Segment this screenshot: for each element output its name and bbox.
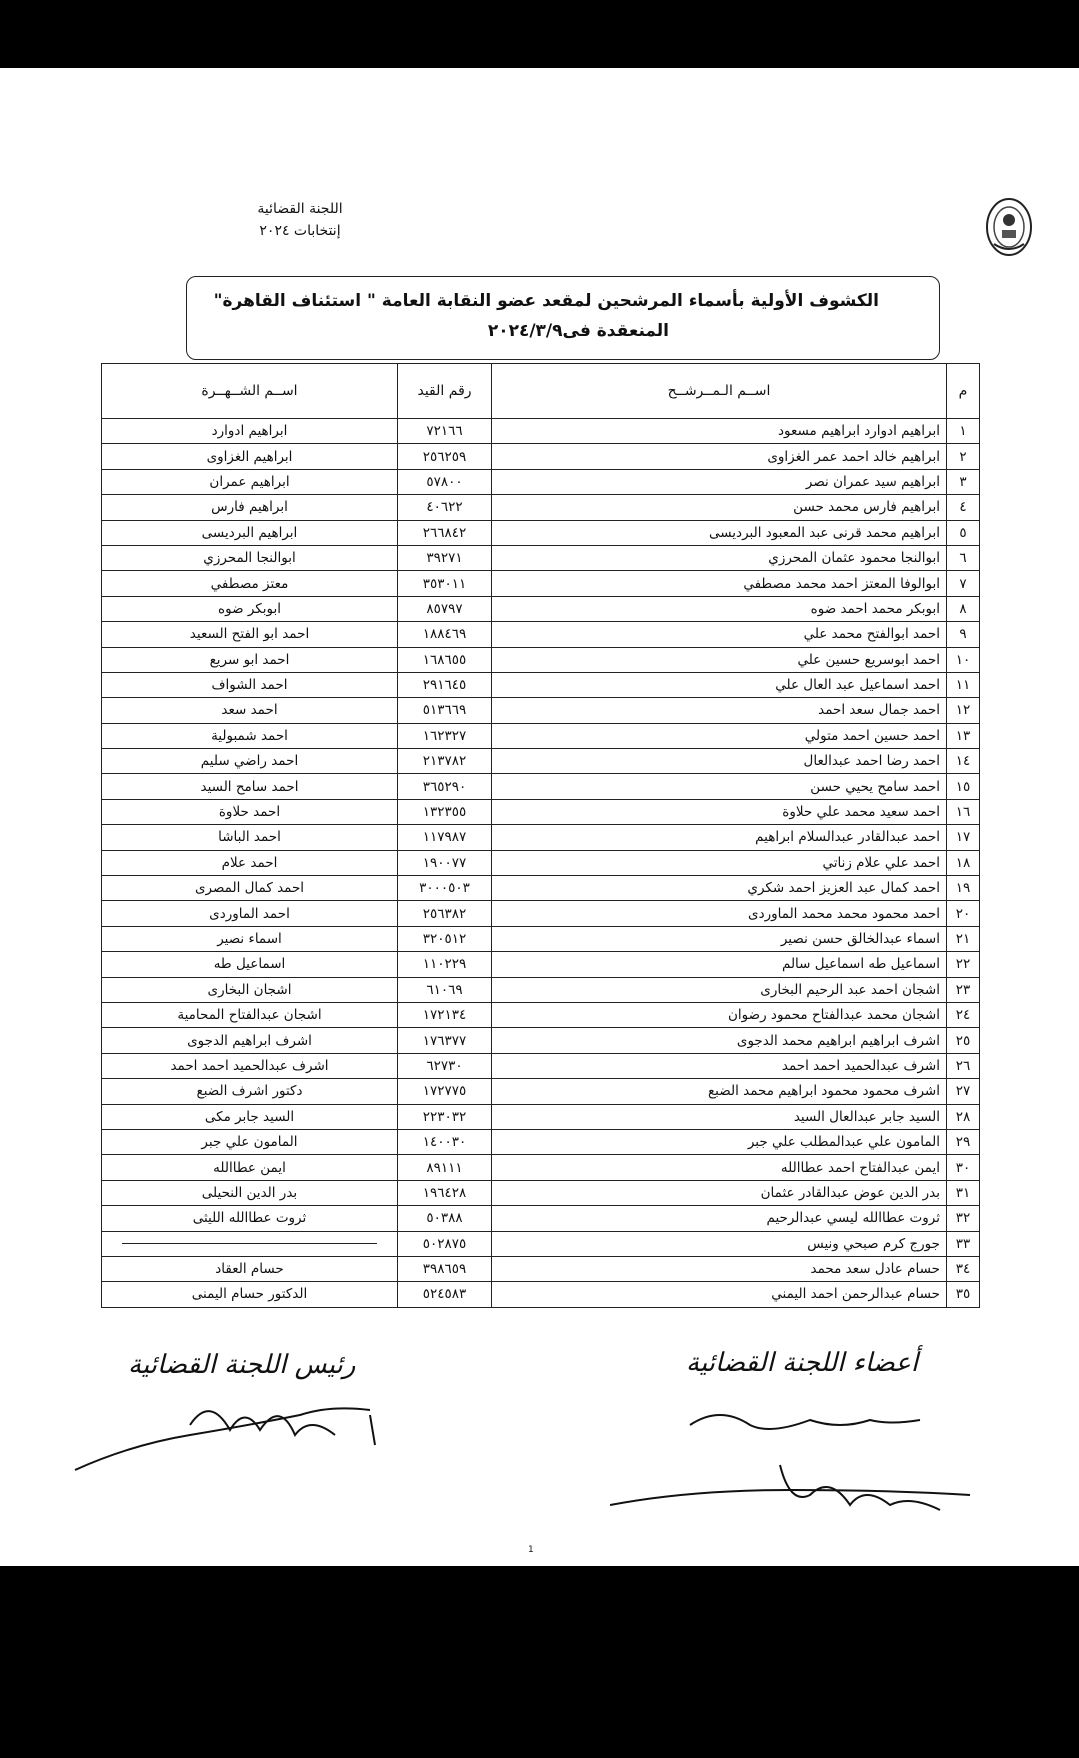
known-name: احمد ابو الفتح السعيد <box>102 622 398 647</box>
candidate-name: اشرف محمود محمود ابراهيم محمد الضبع <box>492 1079 947 1104</box>
candidate-name: احمد جمال سعد احمد <box>492 698 947 723</box>
row-number: ١١ <box>947 672 980 697</box>
chairman-signature-title: رئيس اللجنة القضائية <box>128 1350 356 1380</box>
row-number: ٨ <box>947 596 980 621</box>
known-name: احمد شمبولية <box>102 723 398 748</box>
column-header-fame: اســم الشــهــرة <box>102 364 398 419</box>
candidate-name: اشرف ابراهيم ابراهيم محمد الدجوى <box>492 1028 947 1053</box>
row-number: ١٥ <box>947 774 980 799</box>
table-row <box>102 1282 980 1307</box>
known-name: دكتور اشرف الضبع <box>102 1079 398 1104</box>
row-number: ٦ <box>947 545 980 570</box>
known-name: احمد الباشا <box>102 825 398 850</box>
table-row <box>102 545 980 570</box>
known-name: ابراهيم عمران <box>102 469 398 494</box>
table-row <box>102 419 980 444</box>
table-row <box>102 749 980 774</box>
row-number: ٢٦ <box>947 1053 980 1078</box>
registration-number: ٤٠٦٢٢ <box>398 495 492 520</box>
candidate-name: ابوبكر محمد احمد ضوه <box>492 596 947 621</box>
known-name: ايمن عطاالله <box>102 1155 398 1180</box>
table-row <box>102 672 980 697</box>
row-number: ٢٢ <box>947 952 980 977</box>
bottom-black-bar <box>0 1566 1079 1758</box>
registration-number: ٢١٣٧٨٢ <box>398 749 492 774</box>
candidate-name: احمد ابوسريع حسين علي <box>492 647 947 672</box>
registration-number: ١٤٠٠٣٠ <box>398 1129 492 1154</box>
table-row <box>102 723 980 748</box>
registration-number: ١٩٠٠٧٧ <box>398 850 492 875</box>
candidate-name: احمد عبدالقادر عبدالسلام ابراهيم <box>492 825 947 850</box>
registration-number: ٥٠٢٨٧٥ <box>398 1231 492 1256</box>
row-number: ٣٣ <box>947 1231 980 1256</box>
column-header-reg: رقم القيد <box>398 364 492 419</box>
candidate-name: اشرف عبدالحميد احمد احمد <box>492 1053 947 1078</box>
candidate-name: السيد جابر عبدالعال السيد <box>492 1104 947 1129</box>
known-name: ابراهيم فارس <box>102 495 398 520</box>
registration-number: ٥١٣٦٦٩ <box>398 698 492 723</box>
column-header-name: اســم الـمــرشــح <box>492 364 947 419</box>
document-title: الكشوف الأولية بأسماء المرشحين لمقعد عضو النقابة العامة " استئناف القاهرة" <box>213 291 879 311</box>
known-name: بدر الدين النحيلى <box>102 1180 398 1205</box>
known-name: اشرف عبدالحميد احمد احمد <box>102 1053 398 1078</box>
table-header-row <box>102 364 980 419</box>
row-number: ٣١ <box>947 1180 980 1205</box>
table-row <box>102 1180 980 1205</box>
table-row <box>102 571 980 596</box>
table-row <box>102 952 980 977</box>
candidate-name: اشجان احمد عبد الرحيم البخارى <box>492 977 947 1002</box>
row-number: ٣٠ <box>947 1155 980 1180</box>
known-name: اشجان البخارى <box>102 977 398 1002</box>
registration-number: ٥٧٨٠٠ <box>398 469 492 494</box>
known-name: الدكتور حسام اليمنى <box>102 1282 398 1307</box>
table-row <box>102 799 980 824</box>
candidate-name: احمد سعيد محمد علي حلاوة <box>492 799 947 824</box>
row-number: ١٩ <box>947 876 980 901</box>
candidate-name: احمد ابوالفتح محمد علي <box>492 622 947 647</box>
known-name: احمد الشواف <box>102 672 398 697</box>
table-row <box>102 520 980 545</box>
candidate-name: احمد اسماعيل عبد العال علي <box>492 672 947 697</box>
registration-number: ٢٦٦٨٤٢ <box>398 520 492 545</box>
row-number: ٢١ <box>947 926 980 951</box>
known-name: ثروت عطاالله الليثى <box>102 1206 398 1231</box>
candidate-name: احمد محمود محمد محمد الماوردى <box>492 901 947 926</box>
candidate-name: ابوالوفا المعتز احمد محمد مصطفي <box>492 571 947 596</box>
row-number: ١٢ <box>947 698 980 723</box>
candidate-name: المامون علي عبدالمطلب علي جبر <box>492 1129 947 1154</box>
table-row <box>102 1231 980 1256</box>
members-signature-title: أعضاء اللجنة القضائية <box>686 1348 919 1378</box>
row-number: ١٨ <box>947 850 980 875</box>
known-name: معتز مصطفي <box>102 571 398 596</box>
table-row <box>102 1079 980 1104</box>
registration-number: ٦١٠٦٩ <box>398 977 492 1002</box>
row-number: ٣٢ <box>947 1206 980 1231</box>
row-number: ٣ <box>947 469 980 494</box>
strike-line <box>122 1243 377 1244</box>
table-row <box>102 469 980 494</box>
row-number: ٢٨ <box>947 1104 980 1129</box>
registration-number: ٢٩١٦٤٥ <box>398 672 492 697</box>
table-row <box>102 1155 980 1180</box>
table-row <box>102 1129 980 1154</box>
registration-number: ٨٩١١١ <box>398 1155 492 1180</box>
registration-number: ١٣٢٣٥٥ <box>398 799 492 824</box>
registration-number: ١٨٨٤٦٩ <box>398 622 492 647</box>
registration-number: ٣٠٠٠٥٠٣ <box>398 876 492 901</box>
candidate-name: احمد كمال عبد العزيز احمد شكري <box>492 876 947 901</box>
known-name: اشرف ابراهيم الدجوى <box>102 1028 398 1053</box>
row-number: ٢٥ <box>947 1028 980 1053</box>
registration-number: ١٧٢١٣٤ <box>398 1002 492 1027</box>
top-black-bar <box>0 0 1079 68</box>
registration-number: ١٦٨٦٥٥ <box>398 647 492 672</box>
registration-number: ٦٢٧٣٠ <box>398 1053 492 1078</box>
row-number: ٢٤ <box>947 1002 980 1027</box>
registration-number: ٣٩٢٧١ <box>398 545 492 570</box>
candidate-name: اسماء عبدالخالق حسن نصير <box>492 926 947 951</box>
registration-number: ٥٠٣٨٨ <box>398 1206 492 1231</box>
registration-number: ٣٥٣٠١١ <box>398 571 492 596</box>
row-number: ١٧ <box>947 825 980 850</box>
candidate-name: ايمن عبدالفتاح احمد عطاالله <box>492 1155 947 1180</box>
known-name: حسام العقاد <box>102 1256 398 1281</box>
candidate-name: ابراهيم محمد قرنى عبد المعبود البرديسى <box>492 520 947 545</box>
table-row <box>102 825 980 850</box>
registration-number: ٣٢٠٥١٢ <box>398 926 492 951</box>
table-row <box>102 1206 980 1231</box>
row-number: ٢ <box>947 444 980 469</box>
known-name: احمد ابو سريع <box>102 647 398 672</box>
candidate-name: حسام عادل سعد محمد <box>492 1256 947 1281</box>
column-header-num: م <box>947 364 980 419</box>
registration-number: ١١٧٩٨٧ <box>398 825 492 850</box>
known-name: احمد سامح السيد <box>102 774 398 799</box>
table-row <box>102 495 980 520</box>
known-name: احمد سعد <box>102 698 398 723</box>
document-date: المنعقدة فى٢٠٢٤/٣/٩ <box>487 321 669 341</box>
known-name: احمد الماوردى <box>102 901 398 926</box>
known-name: احمد راضي سليم <box>102 749 398 774</box>
table-row <box>102 1053 980 1078</box>
known-name: ابراهيم ادوارد <box>102 419 398 444</box>
candidate-name: احمد سامح يحيي حسن <box>492 774 947 799</box>
table-row <box>102 1256 980 1281</box>
table-row <box>102 977 980 1002</box>
registration-number: ١١٠٢٢٩ <box>398 952 492 977</box>
elections-year: إنتخابات ٢٠٢٤ <box>259 223 341 239</box>
table-row <box>102 774 980 799</box>
row-number: ١٣ <box>947 723 980 748</box>
table-row <box>102 850 980 875</box>
known-name: ابوبكر ضوه <box>102 596 398 621</box>
table-row <box>102 1104 980 1129</box>
known-name: ابراهيم الغزاوى <box>102 444 398 469</box>
known-name: السيد جابر مكى <box>102 1104 398 1129</box>
registration-number: ١٩٦٤٢٨ <box>398 1180 492 1205</box>
row-number: ٥ <box>947 520 980 545</box>
candidate-name: جورج كرم صبحي ونيس <box>492 1231 947 1256</box>
candidate-name: اسماعيل طه اسماعيل سالم <box>492 952 947 977</box>
table-row <box>102 596 980 621</box>
candidate-name: ابراهيم سيد عمران نصر <box>492 469 947 494</box>
candidates-table <box>101 363 980 1308</box>
known-name: احمد كمال المصرى <box>102 876 398 901</box>
table-row <box>102 698 980 723</box>
row-number: ٢٧ <box>947 1079 980 1104</box>
candidate-name: ثروت عطاالله ليسي عبدالرحيم <box>492 1206 947 1231</box>
registration-number: ٧٢١٦٦ <box>398 419 492 444</box>
title-box <box>186 276 940 360</box>
row-number: ٢٠ <box>947 901 980 926</box>
table-row <box>102 876 980 901</box>
known-name: احمد حلاوة <box>102 799 398 824</box>
candidate-name: بدر الدين عوض عبدالقادر عثمان <box>492 1180 947 1205</box>
candidate-name: حسام عبدالرحمن احمد اليمني <box>492 1282 947 1307</box>
registration-number: ٥٢٤٥٨٣ <box>398 1282 492 1307</box>
table-row <box>102 1028 980 1053</box>
table-row <box>102 926 980 951</box>
table-row <box>102 647 980 672</box>
registration-number: ١٧٢٧٧٥ <box>398 1079 492 1104</box>
table-row <box>102 901 980 926</box>
known-name <box>102 1231 398 1256</box>
registration-number: ٢٢٣٠٣٢ <box>398 1104 492 1129</box>
row-number: ٧ <box>947 571 980 596</box>
registration-number: ١٦٢٣٢٧ <box>398 723 492 748</box>
known-name: اسماعيل طه <box>102 952 398 977</box>
issuer-block <box>240 198 360 242</box>
row-number: ١ <box>947 419 980 444</box>
known-name: احمد علام <box>102 850 398 875</box>
candidate-name: احمد علي علام زناتي <box>492 850 947 875</box>
known-name: ابوالنجا المحرزي <box>102 545 398 570</box>
row-number: ٩ <box>947 622 980 647</box>
table-row <box>102 1002 980 1027</box>
registration-number: ٣٩٨٦٥٩ <box>398 1256 492 1281</box>
registration-number: ٨٥٧٩٧ <box>398 596 492 621</box>
row-number: ٤ <box>947 495 980 520</box>
page-number: 1 <box>528 1545 534 1555</box>
known-name: ابراهيم البرديسى <box>102 520 398 545</box>
row-number: ٢٣ <box>947 977 980 1002</box>
row-number: ١٤ <box>947 749 980 774</box>
registration-number: ٢٥٦٢٥٩ <box>398 444 492 469</box>
row-number: ٣٤ <box>947 1256 980 1281</box>
chairman-signature <box>70 1385 390 1475</box>
registration-number: ٢٥٦٣٨٢ <box>398 901 492 926</box>
candidate-name: ابراهيم فارس محمد حسن <box>492 495 947 520</box>
candidate-name: ابراهيم ادوارد ابراهيم مسعود <box>492 419 947 444</box>
row-number: ٣٥ <box>947 1282 980 1307</box>
row-number: ٢٩ <box>947 1129 980 1154</box>
committee-name: اللجنة القضائية <box>257 201 343 217</box>
known-name: المامون علي جبر <box>102 1129 398 1154</box>
known-name: اسماء نصير <box>102 926 398 951</box>
row-number: ١٦ <box>947 799 980 824</box>
members-signatures <box>610 1395 980 1525</box>
registration-number: ١٧٦٣٧٧ <box>398 1028 492 1053</box>
table-row <box>102 622 980 647</box>
candidate-name: ابوالنجا محمود عثمان المحرزي <box>492 545 947 570</box>
registration-number: ٣٦٥٢٩٠ <box>398 774 492 799</box>
emblem-icon <box>984 196 1034 258</box>
candidate-name: ابراهيم خالد احمد عمر الغزاوى <box>492 444 947 469</box>
known-name: اشجان عبدالفتاح المحامية <box>102 1002 398 1027</box>
candidate-name: احمد حسين احمد متولي <box>492 723 947 748</box>
row-number: ١٠ <box>947 647 980 672</box>
candidate-name: اشجان محمد عبدالفتاح محمود رضوان <box>492 1002 947 1027</box>
candidate-name: احمد رضا احمد عبدالعال <box>492 749 947 774</box>
table-row <box>102 444 980 469</box>
